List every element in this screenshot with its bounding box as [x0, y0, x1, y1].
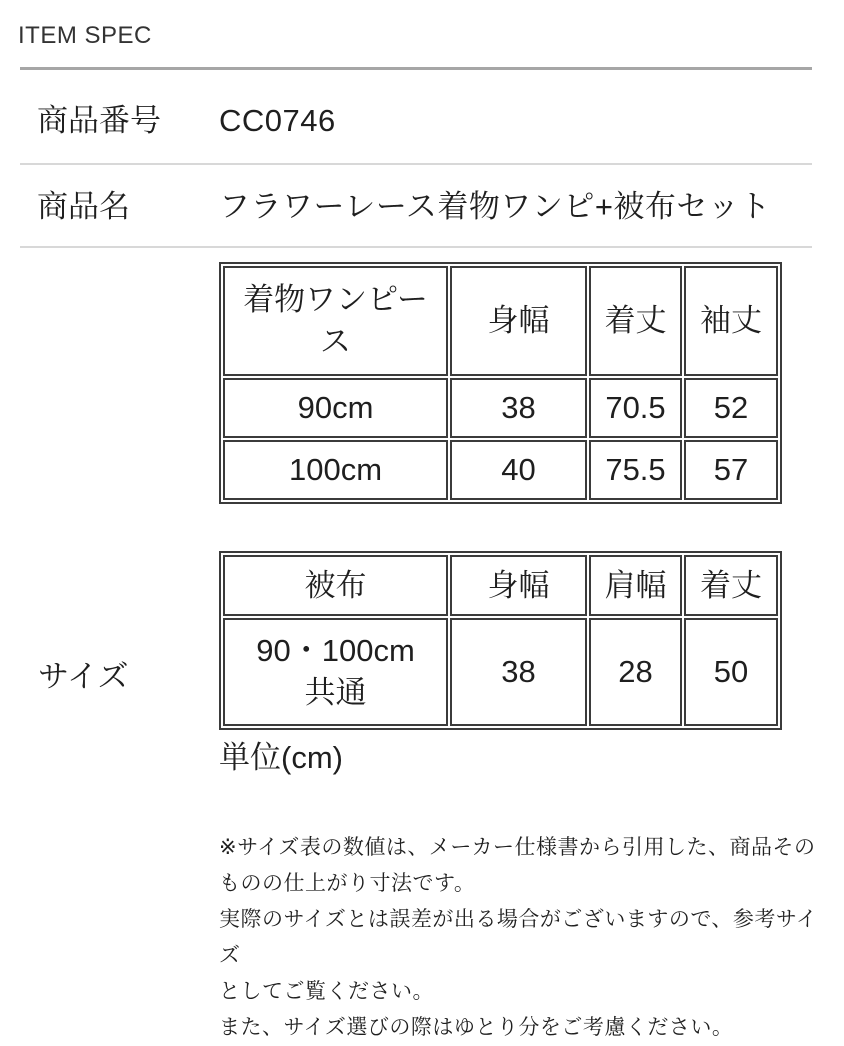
size-cell-label: 90・100cm共通 [256, 633, 415, 710]
table-header-sleeve-length: 袖丈 [684, 266, 778, 376]
size-cell [223, 618, 448, 726]
row-divider [20, 246, 812, 248]
value-cell: 75.5 [589, 440, 682, 500]
value-cell: 70.5 [589, 378, 682, 438]
size-disclaimer [219, 830, 844, 1046]
table-header-length: 着丈 [589, 266, 682, 376]
disclaimer-line: 実際のサイズとは誤差が出る場合がございますので、参考サイズ [219, 908, 818, 967]
product-name-label: 商品名 [37, 189, 130, 224]
kimono-onepiece-size-table [219, 262, 782, 504]
table-header-length: 着丈 [684, 555, 778, 616]
table-header-item: 被布 [223, 555, 448, 616]
table-header-row [223, 266, 778, 376]
unit-note: 単位(cm) [219, 740, 343, 775]
product-number-label: 商品番号 [37, 103, 161, 138]
disclaimer-line: ※サイズ表の数値は、メーカー仕様書から引用した、商品その [219, 836, 816, 859]
hifu-size-table [219, 551, 782, 730]
value-cell: 38 [450, 618, 587, 726]
disclaimer-line: ものの仕上がり寸法です。 [219, 872, 476, 895]
table-header-item [223, 266, 448, 376]
page-title: ITEM SPEC [18, 22, 152, 49]
table-header-row [223, 555, 778, 616]
table-row-shared-size [223, 618, 778, 726]
product-name-value: フラワーレース着物ワンピ+被布セット [219, 189, 771, 224]
disclaimer-line: としてご覧ください。 [219, 980, 434, 1003]
value-cell: 38 [450, 378, 587, 438]
spec-row-product-number [0, 70, 844, 163]
value-cell: 28 [589, 618, 682, 726]
table-header-shoulder-width: 肩幅 [589, 555, 682, 616]
product-number-value: CC0746 [219, 103, 336, 138]
table-header-body-width: 身幅 [450, 555, 587, 616]
spec-row-product-name [0, 165, 844, 246]
value-cell: 40 [450, 440, 587, 500]
table-header-item-label: 着物ワンピース [243, 282, 428, 359]
table-row-90cm [223, 378, 778, 438]
value-cell: 52 [684, 378, 778, 438]
size-section-label: サイズ [38, 659, 129, 694]
size-section [0, 262, 844, 1046]
value-cell: 50 [684, 618, 778, 726]
disclaimer-line: また、サイズ選びの際はゆとり分をご考慮ください。 [219, 1016, 734, 1039]
value-cell: 57 [684, 440, 778, 500]
size-cell: 90cm [223, 378, 448, 438]
table-row-100cm [223, 440, 778, 500]
size-cell: 100cm [223, 440, 448, 500]
table-header-body-width: 身幅 [450, 266, 587, 376]
